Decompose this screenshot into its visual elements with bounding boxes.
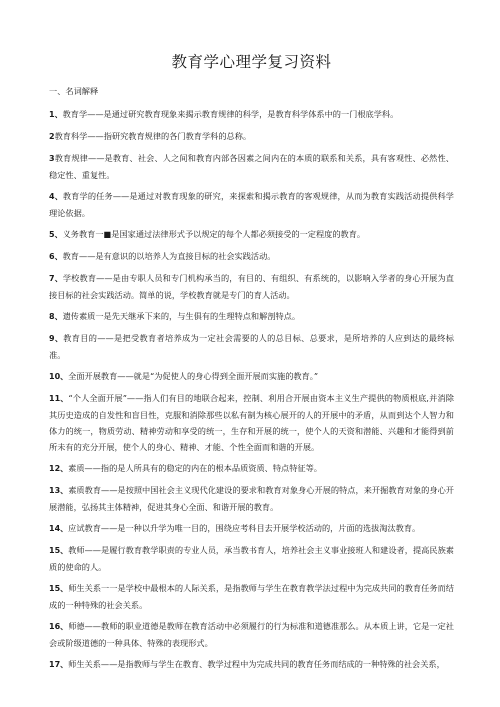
list-item <box>49 106 454 123</box>
list-item <box>49 542 454 575</box>
list-item <box>49 580 454 613</box>
entry-text: 教育目的——是把受教育者培养成为一定社会需要的人的总目标、总要求，是所培养的人应到达的最终标准。 <box>49 333 454 360</box>
entry-number: 9、 <box>49 334 64 343</box>
entry-number: 17、 <box>49 660 69 669</box>
entry-text: 全面开展教育——就是“为促使人的身心得到全面开展而实施的教育。” <box>68 371 319 381</box>
list-item <box>49 460 454 477</box>
list-item <box>49 368 454 385</box>
entry-number: 1、 <box>49 110 63 119</box>
entry-text: 教育学——是通过研究教育现象来揭示教育规律的科学，是教育科学体系中的一门根底学科。 <box>62 109 399 119</box>
entry-text: 教育规律——是教育、社会、人之间和教育内部各因素之间内在的本质的联系和关系，具有客观性、必然性、稳定性、重复性。 <box>49 153 454 180</box>
list-item <box>49 520 454 537</box>
entry-number: 7、 <box>49 274 63 283</box>
entry-number: 15、 <box>49 546 69 555</box>
list-item <box>49 656 454 673</box>
entry-number: 11、 <box>49 394 69 403</box>
entry-text: 学校教育——是由专职人员和专门机构承当的，有目的、有组织、有系统的，以影响入学者的身心开展为直接目标的社会实践活动。简单的说，学校教育就是专门的育人活动。 <box>49 273 454 300</box>
list-item <box>49 248 454 265</box>
list-item <box>49 128 454 145</box>
entry-number: 2 <box>49 132 55 141</box>
list-item <box>49 618 454 651</box>
list-item <box>49 270 454 303</box>
list-item <box>49 188 454 221</box>
entry-number: 14、 <box>49 524 69 533</box>
list-item <box>49 308 454 325</box>
entry-text: 师生关系——是指教师与学生在教育、教学过程中为完成共同的教育任务而结成的一种特殊的社会关系， <box>68 659 445 669</box>
entry-text: 教育科学——指研究教育规律的各门教育学科的总称。 <box>54 131 252 141</box>
list-item <box>49 226 454 243</box>
entry-list <box>49 106 454 673</box>
entry-text: 师德——教师的职业道德是教师在教育活动中必须履行的行为标准和道德准那么。从本质上讲，它是一定社会或阶级道德的一种具体、特殊的表现形式。 <box>49 621 454 648</box>
entry-number: 6、 <box>49 252 63 261</box>
entry-number: 15、 <box>49 584 69 593</box>
entry-text: 应试教育——是一种以升学为唯一目的，围绕应考科目去开展学校活动的，片面的选拔淘汰教育。 <box>68 523 421 533</box>
entry-number: 10、 <box>49 372 69 381</box>
document-title: 教育学心理学复习资料 <box>171 53 332 71</box>
entry-number: 12、 <box>49 464 69 473</box>
entry-text: 教师——是履行教育教学职责的专业人员，承当教书育人，培养社会主义事业接班人和建设者，提高民族素质的使命的人。 <box>49 545 454 572</box>
entry-text: 遗传素质一是先天继承下来的，与生俱有的生理特点和解剖特点。 <box>62 311 301 321</box>
entry-number: 3 <box>49 154 55 163</box>
entry-number: 16、 <box>49 622 69 631</box>
entry-text: 教育——是有意识的以培养人为直接目标的社会实践活动。 <box>62 251 276 261</box>
entry-number: 13、 <box>49 486 69 495</box>
entry-text: “个人全面开展”——指人们有目的地联合起来，控制、利用合开展由资本主义生产提供的物质根底,并消除其历史造成的自发性和盲目性，克服和消除那些以私有制为核心展开的人的开展中的矛盾，从而到达个人智力和体力的统一，物质劳动、精神劳动和享受的统一，生存和开展的统一，使个人的天资和潜能、兴趣和才能得到前所未有的充分开展，使个人的身心、精神、才能、个性全面而和谐的开展。 <box>49 393 454 452</box>
entry-text: 素质教育——是按照中国社会主义现代化建设的要求和教育对象身心开展的特点，来开掘教育对象的身心开展潜能，弘扬其主体精神，促进其身心全面、和谐开展的教育。 <box>49 485 454 512</box>
list-item <box>49 150 454 183</box>
entry-number: 5、 <box>49 230 63 239</box>
list-item <box>49 330 454 363</box>
entry-text: 义务教育一■是国家通过法律形式予以规定的每个人都必须接受的一定程度的教育。 <box>62 229 366 239</box>
entry-number: 4、 <box>49 192 63 201</box>
list-item <box>49 482 454 515</box>
list-item <box>49 390 454 455</box>
entry-number: 8、 <box>49 312 63 321</box>
entry-text: 师生关系一一是学校中最根本的人际关系，是指教师与学生在教育教学法过程中为完成共同的教育任务而结成的一种特殊的社会关系。 <box>49 583 454 610</box>
section-heading: 一、名词解释 <box>49 86 99 96</box>
entry-text: 素质——指的是人所具有的稳定的内在的根本品质资质、特点特征等。 <box>68 463 322 473</box>
entry-text: 教育学的任务——是通过对教育现象的研究，来探索和揭示教育的客观规律，从而为教育实践活动提供科学理论依据。 <box>49 191 454 218</box>
